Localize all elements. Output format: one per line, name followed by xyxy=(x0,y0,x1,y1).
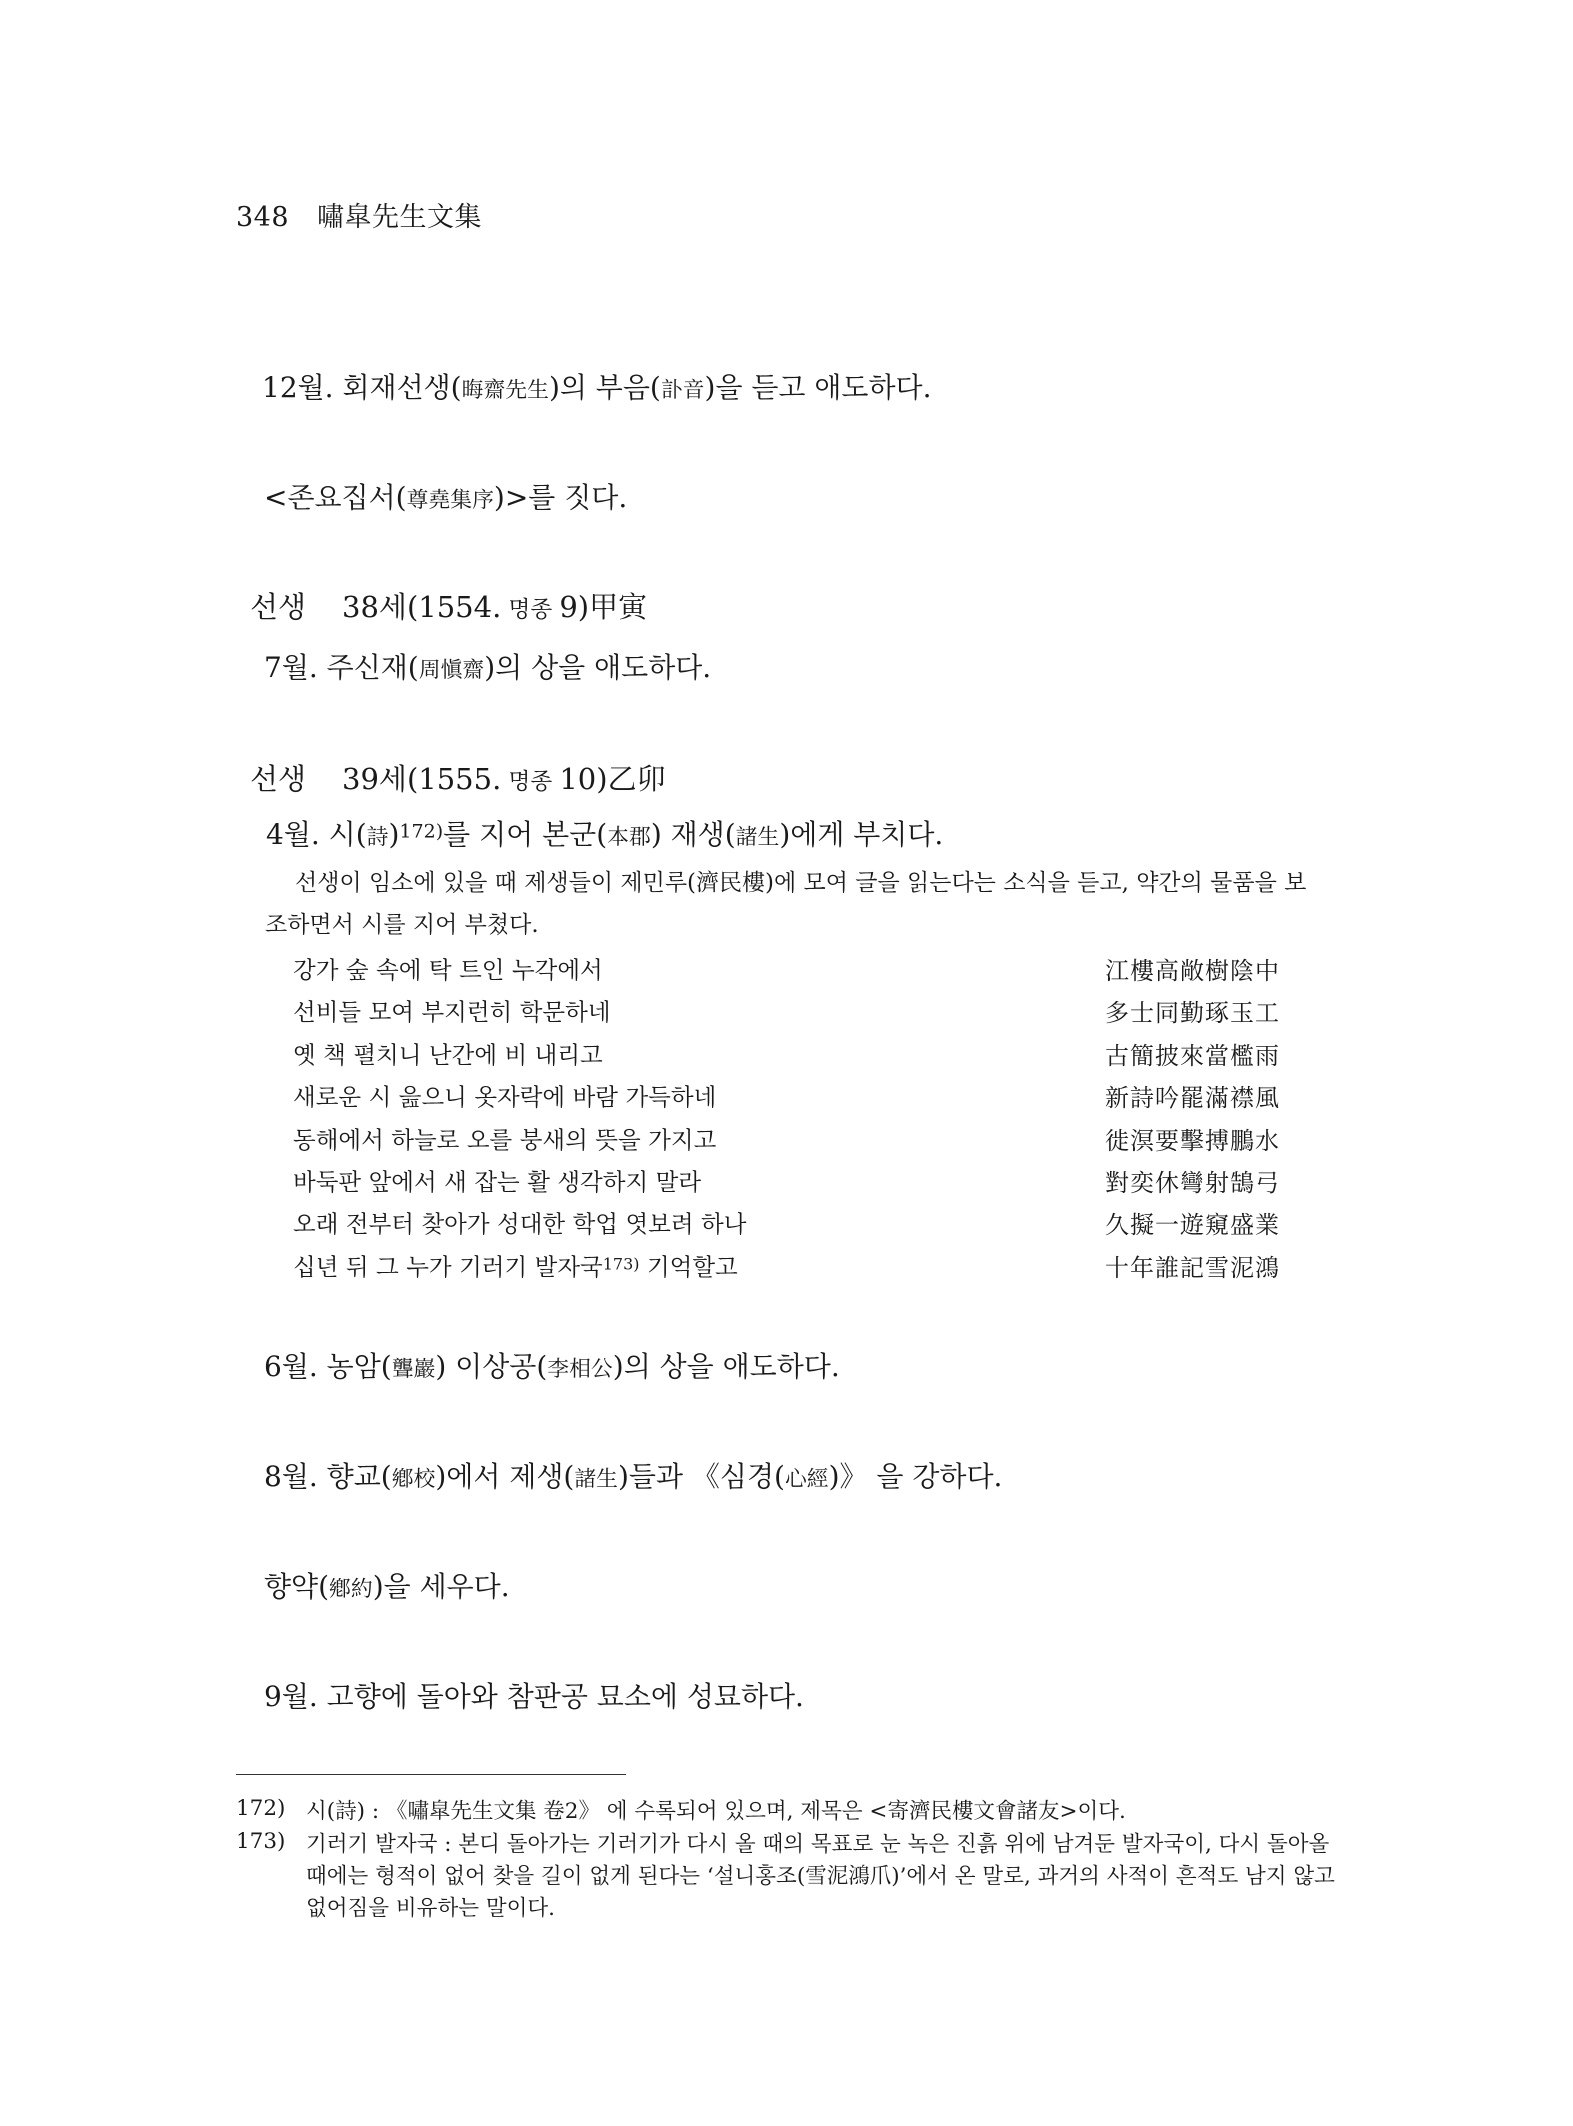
entry-december xyxy=(262,366,931,406)
intro-paragraph: 선생이 임소에 있을 때 제생들이 제민루(濟民樓)에 모여 글을 읽는다는 소식을 듣고, 약간의 물품을 보조하면서 시를 지어 부쳤다. xyxy=(265,870,1307,938)
entry-month: 9월. xyxy=(264,1680,318,1713)
entry-hanja: 李相公 xyxy=(547,1357,613,1382)
entry-text: )의 부음( xyxy=(548,371,661,404)
age-era: 명종 xyxy=(501,769,560,795)
entry-hanja: 諸生 xyxy=(735,825,780,850)
poem-line-2-korean: 선비들 모여 부지런히 학문하네 xyxy=(293,998,611,1026)
poem-line-6-hanja: 對奕休彎射鵠弓 xyxy=(1105,1169,1280,1197)
poem-line-8-korean xyxy=(293,1248,738,1282)
entry-text: <존요집서( xyxy=(264,481,407,514)
entry-month: 7월. xyxy=(264,651,318,684)
entry-month: 6월. xyxy=(264,1350,318,1383)
entry-text: 시( xyxy=(319,818,367,851)
running-header xyxy=(236,195,482,234)
footnote-divider xyxy=(236,1774,626,1775)
age-label: 선생 xyxy=(250,590,307,624)
age-value: 38세(1554. xyxy=(342,590,502,624)
entry-village-pact xyxy=(264,1565,510,1605)
entry-text: )에서 제생( xyxy=(435,1460,575,1493)
poem-line-4-korean: 새로운 시 읊으니 옷자락에 바람 가득하네 xyxy=(293,1083,717,1111)
entry-hanja: 尊堯集序 xyxy=(406,488,494,513)
poem-line-1-korean: 강가 숲 속에 탁 트인 누각에서 xyxy=(293,956,603,984)
entry-hanja: 詩 xyxy=(366,825,389,850)
age-heading-39 xyxy=(250,757,666,798)
entry-hanja: 周愼齋 xyxy=(418,658,485,683)
entry-text: )을 세우다. xyxy=(372,1570,510,1603)
entry-text: )을 듣고 애도하다. xyxy=(704,371,932,404)
entry-text: 향교( xyxy=(317,1460,392,1493)
entry-text: 농암( xyxy=(317,1350,392,1383)
entry-month: 4월. xyxy=(266,818,320,851)
footnote-173-text: 기러기 발자국 : 본디 돌아가는 기러기가 다시 올 때의 목표로 눈 녹은 진흙 위에 남겨둔 발자국이, 다시 돌아올 때에는 형적이 없어 찾을 길이 없게 된다는 ‘설니홍조(雪泥鴻爪)’에서 온 말로, 과거의 사적이 흔적도 남지 않고 없어짐을 비유하는 말이다. xyxy=(306,1832,1335,1921)
poem-line-1-hanja: 江樓高敞樹陰中 xyxy=(1105,957,1280,985)
entry-hanja: 鄕約 xyxy=(329,1577,373,1602)
entry-hanja: 聾巖 xyxy=(391,1357,436,1382)
poem-line-text: 기억할고 xyxy=(639,1253,738,1281)
poem-line-text: 십년 뒤 그 누가 기러기 발자국 xyxy=(293,1253,603,1281)
entry-preface xyxy=(264,476,627,516)
entry-text: 고향에 돌아와 참판공 묘소에 성묘하다. xyxy=(317,1680,804,1713)
entry-text: )의 상을 애도하다. xyxy=(484,651,712,684)
age-heading-38 xyxy=(250,585,647,626)
book-title: 嘯皐先生文集 xyxy=(317,202,483,233)
entry-hanja: 訃音 xyxy=(660,378,705,403)
entry-text: 주신재( xyxy=(317,651,419,684)
footnote-ref: 173) xyxy=(602,1254,640,1274)
poem-line-5-korean: 동해에서 하늘로 오를 붕새의 뜻을 가지고 xyxy=(293,1126,717,1154)
entry-hanja: 晦齋先生 xyxy=(461,378,549,403)
poem-line-4-hanja: 新詩吟罷滿襟風 xyxy=(1105,1084,1280,1112)
poem-line-7-hanja: 久擬一遊窺盛業 xyxy=(1105,1211,1280,1239)
poem-line-6-korean: 바둑판 앞에서 새 잡는 활 생각하지 말라 xyxy=(293,1168,702,1196)
footnote-172-number: 172) xyxy=(236,1796,286,1821)
entry-hanja: 鄕校 xyxy=(391,1467,436,1492)
page-number: 348 xyxy=(236,202,290,233)
entry-month: 8월. xyxy=(264,1460,318,1493)
entry-hanja: 心經 xyxy=(784,1467,829,1492)
age-label: 선생 xyxy=(250,762,307,796)
entry-text: 를 지어 본군( xyxy=(443,818,608,851)
entry-june xyxy=(264,1345,840,1385)
entry-text: )》 을 강하다. xyxy=(828,1460,1003,1493)
entry-april xyxy=(266,813,943,853)
age-year: 10)乙卯 xyxy=(559,762,666,796)
entry-august xyxy=(264,1455,1002,1495)
entry-text: )들과 《심경( xyxy=(617,1460,785,1493)
entry-text: )에게 부치다. xyxy=(779,818,944,851)
entry-month: 12월. xyxy=(262,371,334,404)
age-era: 명종 xyxy=(501,597,560,623)
entry-text: ) xyxy=(388,818,400,851)
age-year: 9)甲寅 xyxy=(559,590,648,624)
footnote-172-text: 시(詩) : 《嘯皐先生文集 卷2》 에 수록되어 있으며, 제목은 <寄濟民樓文會諸友>이다. xyxy=(306,1799,1126,1824)
entry-text: ) 재생( xyxy=(650,818,736,851)
entry-july xyxy=(264,646,711,686)
age-value: 39세(1555. xyxy=(342,762,502,796)
entry-hanja: 諸生 xyxy=(574,1467,618,1492)
entry-text: )>를 짓다. xyxy=(493,481,628,514)
poem-line-2-hanja: 多士同勤琢玉工 xyxy=(1105,999,1280,1027)
entry-hanja: 本郡 xyxy=(607,825,651,850)
entry-september xyxy=(264,1675,804,1715)
footnote-173-number: 173) xyxy=(236,1829,286,1854)
entry-text: ) 이상공( xyxy=(435,1350,548,1383)
poem-line-5-hanja: 徙溟要擊搏鵬水 xyxy=(1105,1127,1280,1155)
poem-line-7-korean: 오래 전부터 찾아가 성대한 학업 엿보려 하나 xyxy=(293,1210,747,1238)
footnote-ref: 172) xyxy=(399,820,444,843)
entry-text: 회재선생( xyxy=(333,371,462,404)
entry-text: )의 상을 애도하다. xyxy=(612,1350,840,1383)
poem-line-3-korean: 옛 책 펼치니 난간에 비 내리고 xyxy=(293,1041,603,1069)
poem-line-3-hanja: 古簡披來當檻雨 xyxy=(1105,1042,1280,1070)
poem-line-8-hanja: 十年誰記雪泥鴻 xyxy=(1105,1254,1280,1282)
entry-text: 향약( xyxy=(264,1570,330,1603)
